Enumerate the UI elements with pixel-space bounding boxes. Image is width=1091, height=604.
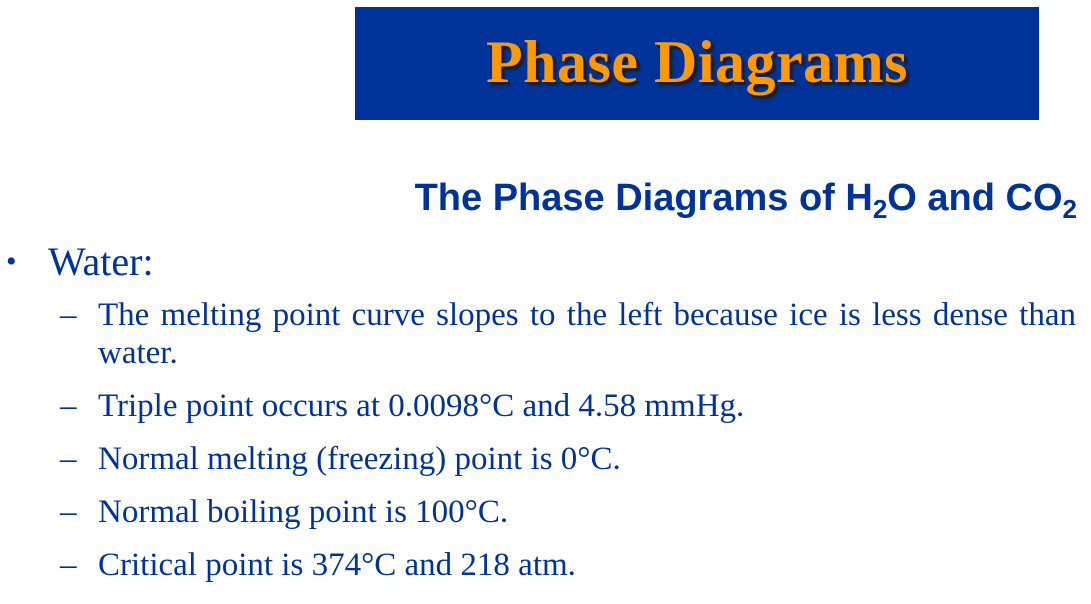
- slide-title: Phase Diagrams: [486, 28, 908, 95]
- list-item: [60, 493, 1076, 531]
- dash-icon: –: [60, 441, 77, 477]
- dash-icon: –: [60, 494, 77, 530]
- dash-icon: –: [60, 388, 77, 424]
- list-item-text: Normal melting (freezing) point is 0°C.: [98, 441, 621, 477]
- dash-icon: –: [60, 297, 77, 333]
- slide-subtitle: [415, 176, 1077, 222]
- list-item-text: Critical point is 374°C and 218 atm.: [98, 547, 576, 583]
- subtitle-middle: O and CO: [887, 177, 1063, 219]
- list-item: [60, 546, 1076, 584]
- list-item-text: Triple point occurs at 0.0098°C and 4.58 mmHg.: [98, 388, 745, 424]
- list-item: [60, 440, 1076, 478]
- bullet-water: [6, 238, 154, 286]
- list-item: [60, 387, 1076, 425]
- title-banner: [355, 7, 1039, 120]
- bullet-dot-icon: •: [6, 245, 17, 278]
- list-item-text: The melting point curve slopes to the left because ice is less dense than water.: [98, 297, 1076, 371]
- list-item: [60, 296, 1076, 372]
- list-item-text: Normal boiling point is 100°C.: [98, 494, 509, 530]
- water-facts-list: [60, 296, 1076, 599]
- subtitle-prefix: The Phase Diagrams of H: [414, 177, 873, 219]
- subtitle-subscript-h2o: 2: [872, 194, 888, 224]
- bullet-water-text: Water:: [48, 239, 154, 284]
- subtitle-subscript-co2: 2: [1062, 194, 1077, 224]
- dash-icon: –: [60, 547, 77, 583]
